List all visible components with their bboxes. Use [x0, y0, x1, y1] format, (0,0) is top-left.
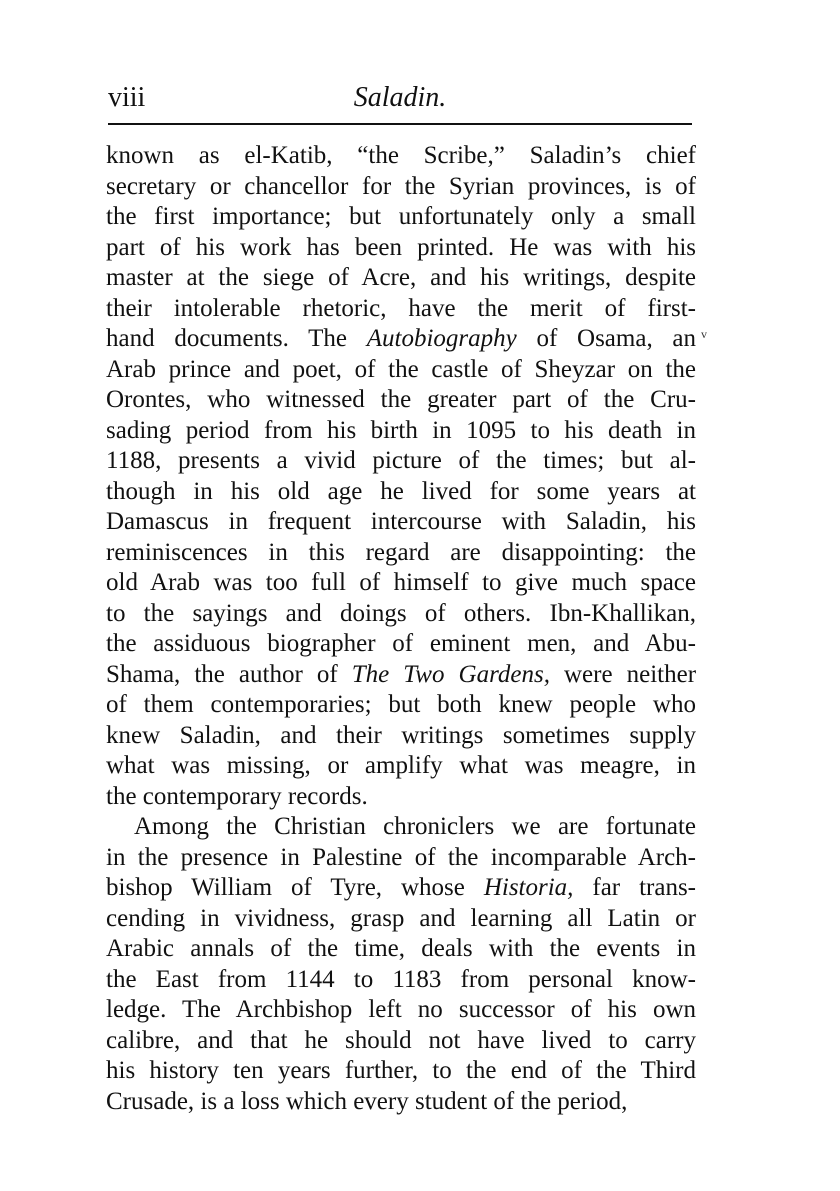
text-line [106, 1087, 696, 1118]
text-run: bishop William of Tyre, whose [106, 874, 484, 901]
text-run: the first importance; but unfortunately only a small [106, 203, 696, 230]
text-run: reminiscences in this regard are disappointing: the [106, 538, 696, 566]
header-rule [108, 123, 692, 125]
text-run: to the sayings and doings of others. Ibn-Khallikan, [106, 599, 696, 627]
text-line [106, 1026, 696, 1057]
text-run: hand documents. The [106, 325, 367, 352]
text-line [106, 172, 696, 203]
text-run: sading period from his birth in 1095 to his death in [106, 416, 696, 444]
text-run: Shama, the author of [106, 660, 352, 688]
italic-title: Historia, [483, 874, 574, 901]
text-line [106, 873, 696, 904]
text-run: secretary or chancellor for the Syrian provinces, is of [106, 172, 696, 200]
text-run: part of his work has been printed. He was with his [106, 233, 696, 261]
text-run: calibre, and that he should not have lived to carry [106, 1026, 696, 1054]
text-line [106, 751, 696, 782]
text-run: ledge. The Archbishop left no successor of his own [106, 996, 696, 1023]
text-line [106, 233, 696, 264]
text-line [106, 629, 696, 660]
margin-mark: v [701, 327, 707, 341]
text-line [106, 324, 696, 355]
paragraph [106, 812, 696, 1117]
text-run: in the presence in Palestine of the incomparable Arch- [106, 843, 696, 871]
text-run: the assiduous biographer of eminent men, and Abu- [106, 630, 696, 657]
text-line [106, 1056, 696, 1087]
text-line [106, 721, 696, 752]
text-line [106, 477, 696, 508]
text-line [106, 202, 696, 233]
text-run: their intolerable rhetoric, have the merit of first- [106, 294, 696, 322]
text-run: Damascus in frequent intercourse with Saladin, his [106, 508, 696, 535]
text-run: Arabic annals of the time, deals with the events in [106, 935, 696, 962]
text-run: old Arab was too full of himself to give much space [106, 569, 696, 596]
text-run: of Osama, an [516, 325, 697, 352]
body-text [106, 141, 696, 1117]
text-run: of them contemporaries; but both knew people who [106, 691, 696, 718]
text-line [106, 812, 696, 843]
text-run: master at the siege of Acre, and his writings, despite [106, 264, 696, 291]
text-line [106, 263, 696, 294]
page-number: viii [108, 82, 146, 113]
text-line [106, 995, 696, 1026]
text-line [106, 355, 696, 386]
text-line [106, 690, 696, 721]
italic-title: The Two Gardens, [351, 660, 550, 688]
text-run: the contemporary records. [106, 782, 368, 810]
text-line [106, 538, 696, 569]
running-title: Saladin. [353, 82, 447, 113]
text-run: Among the Christian chroniclers we are fortunate [134, 813, 696, 840]
text-line [106, 965, 696, 996]
page-header [108, 80, 692, 118]
paragraph [106, 141, 696, 812]
text-run: the East from 1144 to 1183 from personal know- [106, 965, 696, 993]
text-run: cending in vividness, grasp and learning all Latin or [106, 904, 696, 932]
text-run: were neither [549, 660, 697, 688]
text-line [106, 904, 696, 935]
text-run: Crusade, is a loss which every student of the period, [106, 1087, 628, 1115]
text-run: 1188, presents a vivid picture of the times; but al- [106, 447, 696, 474]
text-run: far trans- [573, 874, 696, 901]
text-line [106, 141, 696, 172]
text-run: known as el-Katib, “the Scribe,” Saladin’s chief [106, 142, 696, 169]
text-run: Orontes, who witnessed the greater part of the Cru- [106, 386, 696, 413]
text-run: Arab prince and poet, of the castle of Sheyzar on the [106, 355, 696, 383]
text-line [106, 782, 696, 813]
italic-title: Autobiography [366, 325, 517, 352]
text-line [106, 934, 696, 965]
text-line [106, 843, 696, 874]
text-line [106, 599, 696, 630]
text-run: what was missing, or amplify what was meagre, in [106, 752, 696, 779]
text-line [106, 385, 696, 416]
text-line [106, 507, 696, 538]
text-line [106, 294, 696, 325]
text-line [106, 446, 696, 477]
text-run: knew Saladin, and their writings sometimes supply [106, 721, 696, 749]
text-run: though in his old age he lived for some years at [106, 477, 696, 505]
text-line [106, 416, 696, 447]
text-line [106, 568, 696, 599]
text-run: his history ten years further, to the end of the Third [106, 1057, 696, 1084]
text-line [106, 660, 696, 691]
